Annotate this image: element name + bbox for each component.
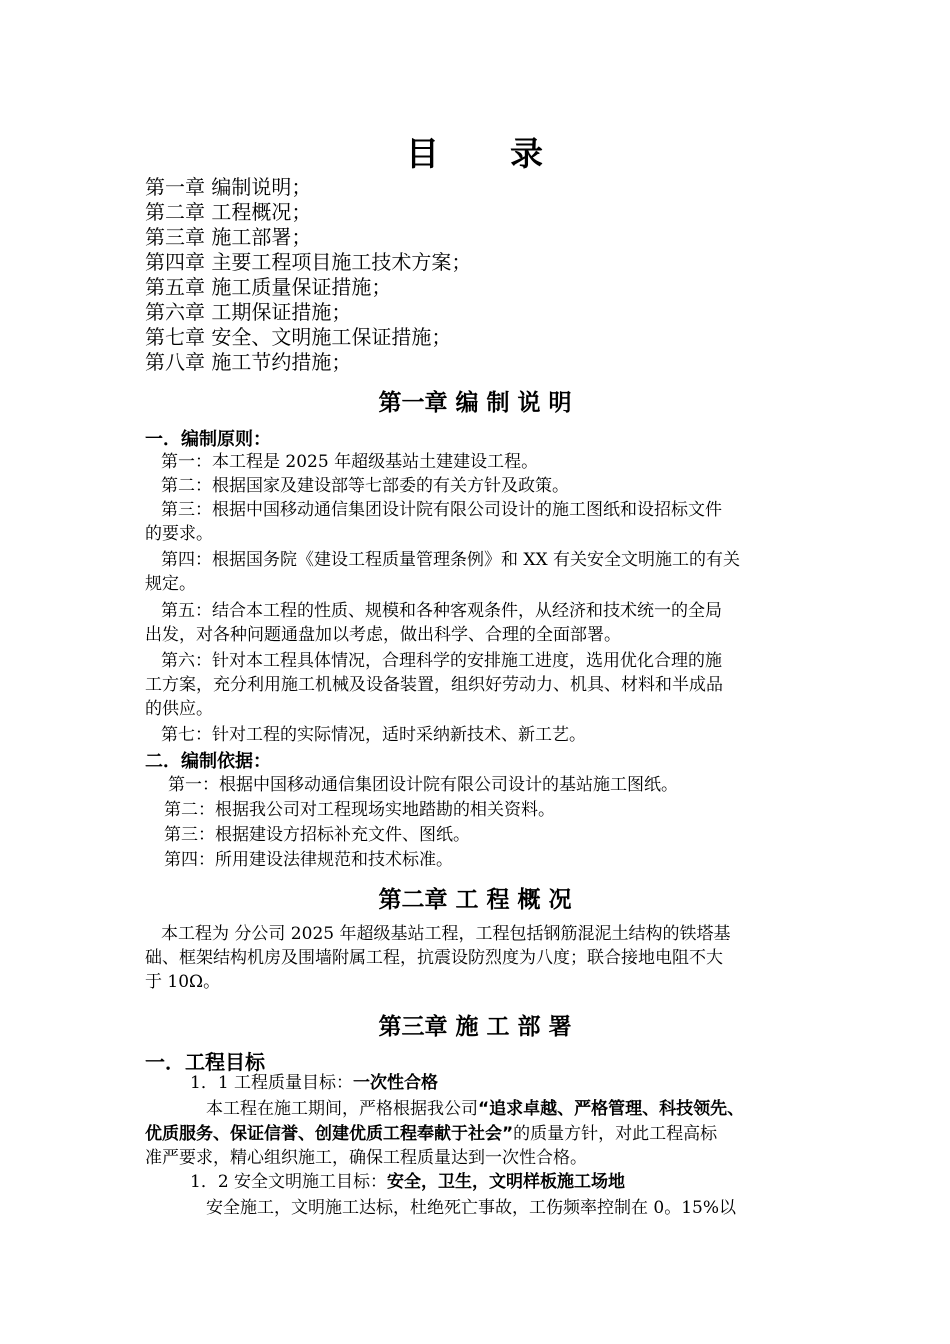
principle-6-line-3: 的供应。 (145, 699, 213, 719)
toc-item-1: 第一章 编制说明； (145, 175, 312, 199)
principle-6-line-2: 工方案，充分利用施工机械及设备装置，组织好劳动力、机具、材料和半成品 (145, 675, 723, 695)
safety-goal-label: 1．2 安全文明施工目标： (190, 1172, 388, 1192)
section-basis-heading: 二．编制依据： (145, 751, 271, 772)
safety-para-line-1: 安全施工，文明施工达标，杜绝死亡事故，工伤频率控制在 0。15%以 (206, 1198, 737, 1218)
chapter-3-heading: 第三章 施 工 部 署 (378, 1014, 572, 1040)
toc-item-4: 第四章 主要工程项目施工技术方案； (145, 250, 472, 274)
quality-para-line-1 (206, 1097, 744, 1121)
basis-4: 第四：所用建设法律规范和技术标准。 (164, 850, 453, 870)
toc-title-right: 录 (510, 134, 544, 173)
toc-item-2: 第二章 工程概况； (145, 200, 312, 224)
quality-goal (190, 1071, 438, 1095)
principle-4-line-1: 第四：根据国务院《建设工程质量管理条例》和 XX 有关安全文明施工的有关 (161, 550, 741, 570)
safety-goal (190, 1170, 625, 1194)
quality-para-line-2 (145, 1122, 717, 1146)
overview-line-3: 于 10Ω。 (145, 972, 221, 992)
section-principles-heading: 一．编制原则： (145, 429, 271, 450)
principle-4-line-2: 规定。 (145, 574, 196, 594)
principle-3-line-2: 的要求。 (145, 524, 213, 544)
principle-3-line-1: 第三：根据中国移动通信集团设计院有限公司设计的施工图纸和设招标文件 (161, 500, 722, 520)
principle-2: 第二：根据国家及建设部等七部委的有关方针及政策。 (161, 476, 569, 496)
principle-7: 第七：针对工程的实际情况，适时采纳新技术、新工艺。 (161, 725, 586, 745)
quality-para-rest: 的质量方针，对此工程高标 (513, 1124, 718, 1144)
toc-item-8: 第八章 施工节约措施； (145, 350, 352, 374)
principle-5-line-2: 出发，对各种问题通盘加以考虑，做出科学、合理的全面部署。 (145, 625, 621, 645)
chapter-1-heading: 第一章 编 制 说 明 (378, 390, 572, 416)
toc-title-left: 目 (406, 134, 440, 173)
toc-item-3: 第三章 施工部署； (145, 225, 312, 249)
toc-item-5: 第五章 施工质量保证措施； (145, 275, 392, 299)
toc-item-6: 第六章 工期保证措施； (145, 300, 352, 324)
principle-5-line-1: 第五：结合本工程的性质、规模和各种客观条件，从经济和技术统一的全局 (161, 601, 722, 621)
basis-3: 第三：根据建设方招标补充文件、图纸。 (164, 825, 470, 845)
quality-policy-part-2: 优质服务、保证信誉、创建优质工程奉献于社会” (145, 1124, 514, 1144)
safety-goal-value: 安全，卫生，文明样板施工场地 (387, 1172, 626, 1192)
toc-item-7: 第七章 安全、文明施工保证措施； (145, 325, 452, 349)
overview-line-1: 本工程为 分公司 2025 年超级基站工程，工程包括钢筋混泥土结构的铁塔基 (161, 924, 731, 944)
overview-line-2: 础、框架结构机房及围墙附属工程，抗震设防烈度为八度；联合接地电阻不大 (145, 948, 723, 968)
principle-6-line-1: 第六：针对本工程具体情况，合理科学的安排施工进度，选用优化合理的施 (161, 651, 722, 671)
quality-para-line-3: 准严要求，精心组织施工，确保工程质量达到一次性合格。 (145, 1148, 587, 1168)
basis-1: 第一：根据中国移动通信集团设计院有限公司设计的基站施工图纸。 (168, 775, 678, 795)
chapter-2-heading: 第二章 工 程 概 况 (378, 887, 572, 913)
toc-title (0, 128, 950, 175)
basis-2: 第二：根据我公司对工程现场实地踏勘的相关资料。 (164, 800, 555, 820)
quality-para-prefix: 本工程在施工期间，严格根据我公司 (206, 1099, 478, 1119)
principle-1: 第一：本工程是 2025 年超级基站土建建设工程。 (161, 452, 539, 472)
quality-goal-value: 一次性合格 (353, 1073, 439, 1093)
quality-goal-label: 1．1 工程质量目标： (190, 1073, 354, 1093)
section-goals-heading: 一．工程目标 (145, 1050, 265, 1074)
quality-policy-part-1: “追求卓越、严格管理、科技领先、 (478, 1099, 745, 1119)
